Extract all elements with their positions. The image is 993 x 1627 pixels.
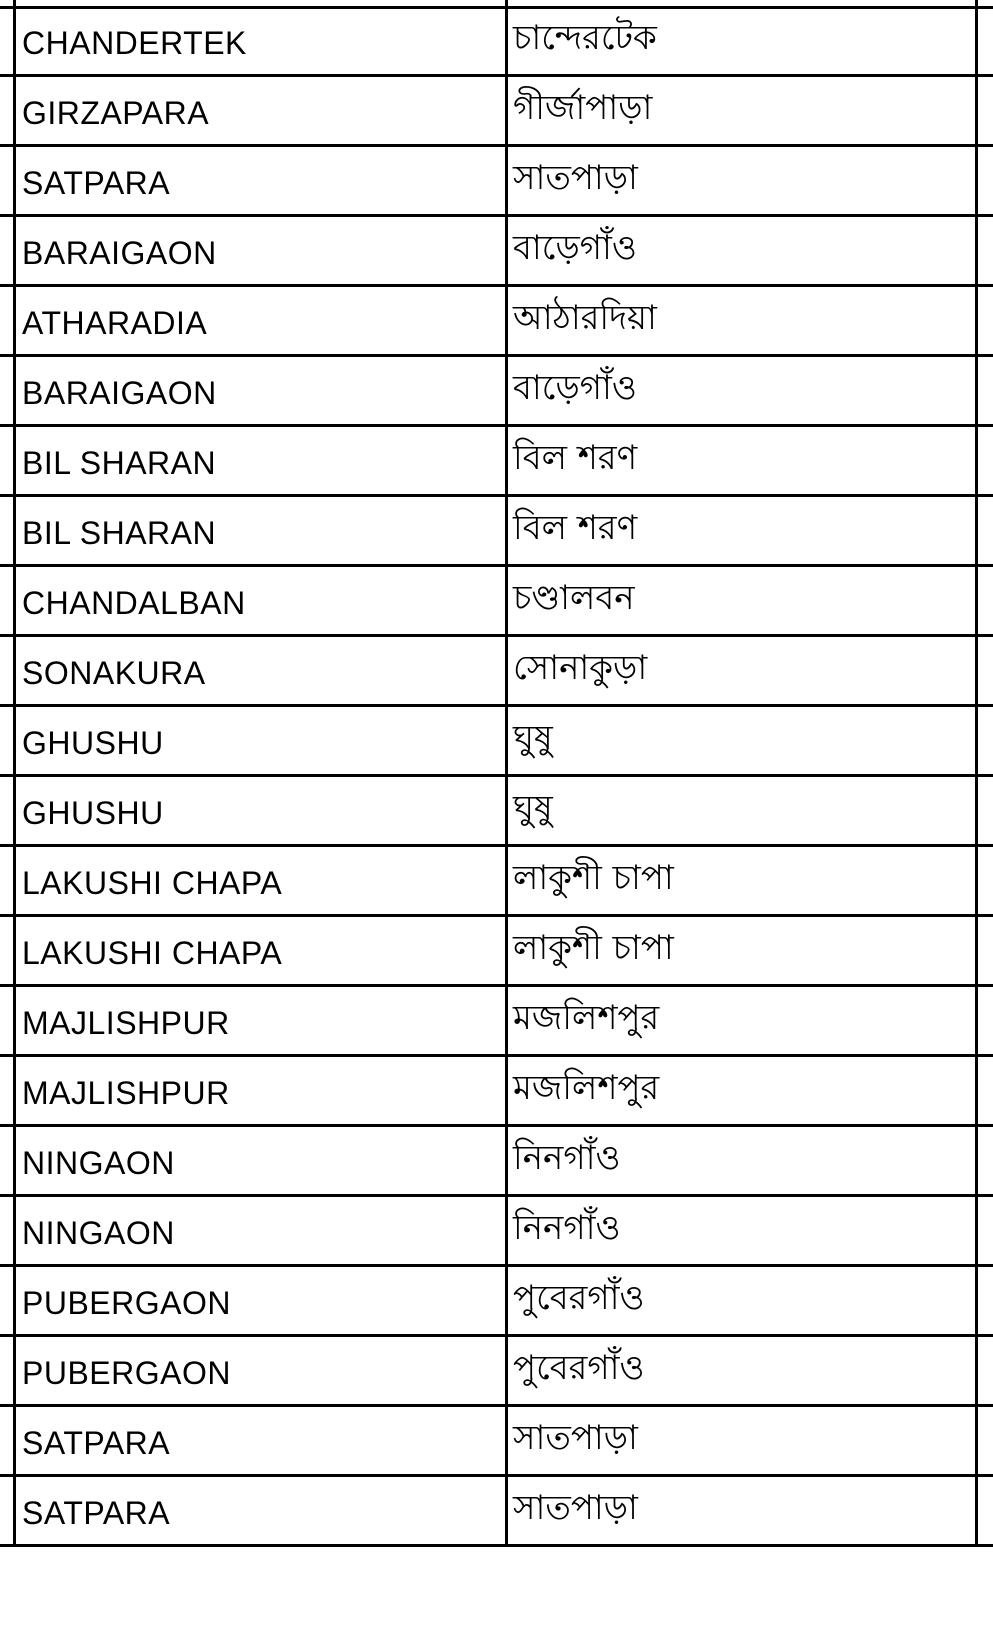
column-divider bbox=[13, 77, 16, 144]
table-row bbox=[0, 1057, 993, 1127]
column-divider bbox=[505, 1057, 508, 1124]
column-divider bbox=[505, 497, 508, 564]
column-divider bbox=[505, 1477, 508, 1544]
column-divider bbox=[505, 847, 508, 914]
column-divider bbox=[975, 217, 978, 284]
column-divider bbox=[975, 777, 978, 844]
column-divider bbox=[505, 357, 508, 424]
column-divider bbox=[13, 1127, 16, 1194]
table-row bbox=[0, 1407, 993, 1477]
english-name-cell: PUBERGAON bbox=[22, 1355, 231, 1391]
table-row bbox=[0, 427, 993, 497]
english-name-cell: SATPARA bbox=[22, 1495, 171, 1531]
table-row bbox=[0, 987, 993, 1057]
english-name-cell: CHANDALBAN bbox=[22, 585, 246, 621]
table-row bbox=[0, 287, 993, 357]
column-divider bbox=[13, 497, 16, 564]
bengali-name-cell: সাতপাড়া bbox=[513, 1488, 638, 1528]
column-divider bbox=[13, 707, 16, 774]
table-row bbox=[0, 147, 993, 217]
column-divider bbox=[13, 427, 16, 494]
column-divider bbox=[505, 1127, 508, 1194]
column-divider bbox=[13, 847, 16, 914]
bengali-name-cell: বিল শরণ bbox=[513, 438, 638, 478]
column-divider bbox=[975, 1267, 978, 1334]
english-name-cell: GIRZAPARA bbox=[22, 95, 210, 131]
table-row bbox=[0, 707, 993, 777]
english-name-cell: NINGAON bbox=[22, 1145, 175, 1181]
table-row bbox=[0, 777, 993, 847]
column-divider bbox=[13, 777, 16, 844]
table-row bbox=[0, 1477, 993, 1547]
bengali-name-cell: পুবেরগাঁও bbox=[513, 1278, 645, 1318]
column-divider bbox=[505, 7, 508, 74]
column-divider bbox=[975, 77, 978, 144]
column-divider bbox=[505, 287, 508, 354]
column-divider bbox=[975, 287, 978, 354]
english-name-cell: PUBERGAON bbox=[22, 1285, 231, 1321]
english-name-cell: BIL SHARAN bbox=[22, 445, 217, 481]
bengali-name-cell: মজলিশপুর bbox=[513, 998, 660, 1038]
column-divider bbox=[505, 1267, 508, 1334]
bengali-name-cell: ঘুষু bbox=[513, 718, 553, 758]
english-name-cell: LAKUSHI CHAPA bbox=[22, 865, 283, 901]
column-divider bbox=[13, 1197, 16, 1264]
bengali-name-cell: বাড়েগাঁও bbox=[513, 368, 637, 408]
column-divider bbox=[975, 147, 978, 214]
english-name-cell: BIL SHARAN bbox=[22, 515, 217, 551]
table-row bbox=[0, 1197, 993, 1267]
english-name-cell: SONAKURA bbox=[22, 655, 206, 691]
table-row bbox=[0, 77, 993, 147]
column-divider bbox=[975, 497, 978, 564]
column-divider bbox=[975, 357, 978, 424]
column-divider bbox=[13, 1337, 16, 1404]
column-divider bbox=[975, 917, 978, 984]
english-name-cell: NINGAON bbox=[22, 1215, 175, 1251]
column-divider bbox=[13, 917, 16, 984]
column-divider bbox=[13, 217, 16, 284]
column-divider bbox=[975, 987, 978, 1054]
bengali-name-cell: বিল শরণ bbox=[513, 508, 638, 548]
table-row bbox=[0, 847, 993, 917]
column-divider bbox=[13, 357, 16, 424]
bengali-name-cell: সাতপাড়া bbox=[513, 158, 638, 198]
column-divider bbox=[13, 287, 16, 354]
table-row bbox=[0, 917, 993, 987]
column-divider bbox=[975, 1477, 978, 1544]
column-divider bbox=[975, 7, 978, 74]
table-row bbox=[0, 497, 993, 567]
column-divider bbox=[13, 1477, 16, 1544]
bengali-name-cell: সোনাকুড়া bbox=[513, 648, 648, 688]
bengali-name-cell: মজলিশপুর bbox=[513, 1068, 660, 1108]
column-divider bbox=[505, 1337, 508, 1404]
bengali-name-cell: চান্দেরটেক bbox=[513, 18, 657, 58]
column-divider bbox=[13, 147, 16, 214]
column-divider bbox=[975, 1057, 978, 1124]
english-name-cell: BARAIGAON bbox=[22, 375, 217, 411]
english-name-cell: SATPARA bbox=[22, 1425, 171, 1461]
column-divider bbox=[505, 1197, 508, 1264]
table-row bbox=[0, 7, 993, 77]
column-divider bbox=[505, 1407, 508, 1474]
column-divider bbox=[13, 7, 16, 74]
bengali-name-cell: নিনগাঁও bbox=[513, 1138, 621, 1178]
english-name-cell: GHUSHU bbox=[22, 725, 164, 761]
column-divider bbox=[975, 1127, 978, 1194]
bengali-name-cell: আঠারদিয়া bbox=[513, 298, 657, 338]
bengali-name-cell: ঘুষু bbox=[513, 788, 553, 828]
column-divider bbox=[975, 1337, 978, 1404]
table-row bbox=[0, 357, 993, 427]
column-divider bbox=[505, 917, 508, 984]
column-divider bbox=[975, 707, 978, 774]
column-divider bbox=[505, 637, 508, 704]
column-divider bbox=[505, 567, 508, 634]
english-name-cell: SATPARA bbox=[22, 165, 171, 201]
column-divider bbox=[975, 1197, 978, 1264]
column-divider bbox=[13, 637, 16, 704]
bengali-name-cell: সাতপাড়া bbox=[513, 1418, 638, 1458]
english-name-cell: MAJLISHPUR bbox=[22, 1075, 230, 1111]
bengali-name-cell: চণ্ডালবন bbox=[513, 578, 635, 618]
english-name-cell: BARAIGAON bbox=[22, 235, 217, 271]
column-divider bbox=[975, 567, 978, 634]
table-row bbox=[0, 1267, 993, 1337]
bengali-name-cell: লাকুশী চাপা bbox=[513, 858, 674, 898]
column-divider bbox=[505, 427, 508, 494]
column-divider bbox=[975, 637, 978, 704]
english-name-cell: LAKUSHI CHAPA bbox=[22, 935, 283, 971]
bengali-name-cell: পুবেরগাঁও bbox=[513, 1348, 645, 1388]
column-divider bbox=[13, 987, 16, 1054]
column-divider bbox=[13, 1407, 16, 1474]
column-divider bbox=[505, 707, 508, 774]
bengali-name-cell: নিনগাঁও bbox=[513, 1208, 621, 1248]
column-divider bbox=[505, 77, 508, 144]
column-divider bbox=[505, 777, 508, 844]
column-divider bbox=[505, 217, 508, 284]
table-row bbox=[0, 637, 993, 707]
column-divider bbox=[975, 847, 978, 914]
bengali-name-cell: গীর্জাপাড়া bbox=[513, 88, 653, 128]
column-divider bbox=[505, 147, 508, 214]
bengali-name-cell: বাড়েগাঁও bbox=[513, 228, 637, 268]
column-divider bbox=[13, 1057, 16, 1124]
english-name-cell: MAJLISHPUR bbox=[22, 1005, 230, 1041]
column-divider bbox=[13, 567, 16, 634]
column-divider bbox=[13, 1267, 16, 1334]
column-divider bbox=[505, 987, 508, 1054]
english-name-cell: ATHARADIA bbox=[22, 305, 208, 341]
column-divider bbox=[975, 427, 978, 494]
english-name-cell: CHANDERTEK bbox=[22, 25, 247, 61]
table-row bbox=[0, 217, 993, 287]
table-row bbox=[0, 1337, 993, 1407]
english-name-cell: GHUSHU bbox=[22, 795, 164, 831]
table-row bbox=[0, 567, 993, 637]
bengali-name-cell: লাকুশী চাপা bbox=[513, 928, 674, 968]
table-row bbox=[0, 1127, 993, 1197]
column-divider bbox=[975, 1407, 978, 1474]
